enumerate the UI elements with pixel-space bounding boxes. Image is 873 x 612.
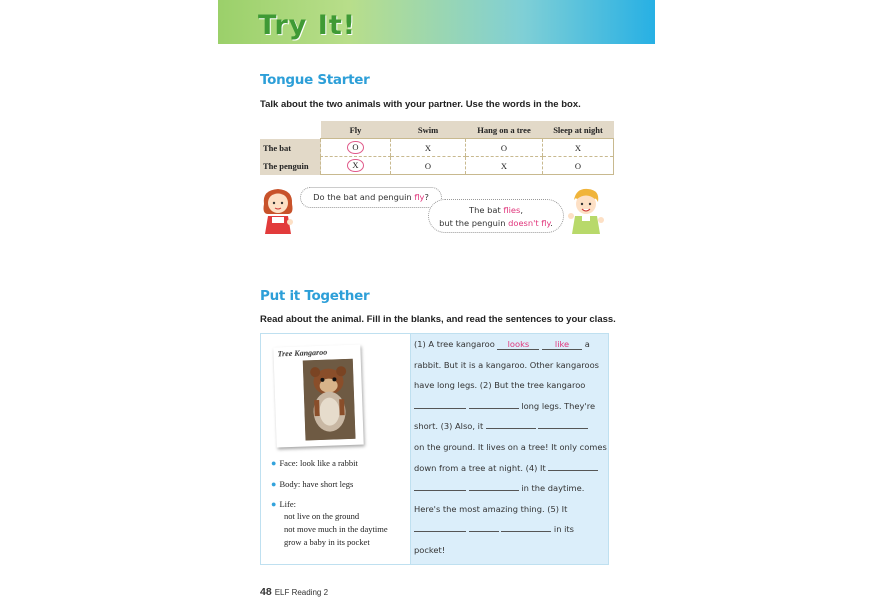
cell-penguin-fly: X	[321, 157, 391, 175]
blank[interactable]	[469, 521, 499, 532]
story-text	[414, 334, 605, 561]
story-line: Here's the most amazing thing. (5) It	[414, 503, 568, 514]
story-line: short. (3) Also, it	[414, 416, 605, 437]
col-header-sleep: Sleep at night	[543, 121, 614, 139]
bullet-icon: ●	[271, 499, 277, 509]
blank[interactable]	[414, 398, 466, 409]
story-line: long legs. They're	[414, 396, 605, 417]
photo-card	[273, 345, 363, 448]
question-bubble: Do the bat and penguin fly?	[300, 187, 442, 208]
cell-penguin-hang: X	[466, 157, 543, 175]
girl-illustration	[260, 184, 296, 236]
fact-life: ● Life:	[271, 499, 296, 509]
bullet-icon: ●	[271, 479, 277, 489]
blank-2-answer[interactable]: like	[542, 339, 582, 350]
page-footer	[260, 586, 328, 598]
textbook-page	[218, 0, 655, 612]
blank[interactable]	[486, 418, 536, 429]
cell-bat-sleep: X	[543, 139, 614, 157]
life-item: not move much in the daytime	[284, 524, 388, 534]
cell-bat-hang: O	[466, 139, 543, 157]
tree-kangaroo-photo	[303, 359, 356, 441]
tongue-starter-instruction: Talk about the two animals with your partner. Use the words in the box.	[260, 99, 581, 110]
row-header-penguin: The penguin	[260, 157, 321, 175]
table-row	[260, 157, 614, 175]
cell-penguin-swim: O	[391, 157, 466, 175]
blank[interactable]	[414, 480, 466, 491]
page-title: Try It!	[258, 10, 357, 41]
blank[interactable]	[548, 460, 598, 471]
col-header-swim: Swim	[391, 121, 466, 139]
story-line: down from a tree at night. (4) It	[414, 458, 605, 479]
story-line: have long legs. (2) But the tree kangaroo	[414, 380, 586, 391]
table-row	[260, 139, 614, 157]
blank[interactable]	[501, 521, 551, 532]
ability-table	[260, 121, 614, 175]
boy-illustration	[566, 186, 606, 236]
cell-bat-fly: O	[321, 139, 391, 157]
book-title: ELF Reading 2	[274, 588, 329, 597]
fact-face: ● Face: look like a rabbit	[271, 458, 358, 468]
tongue-starter-title: Tongue Starter	[260, 72, 370, 88]
life-item: not live on the ground	[284, 511, 360, 521]
page-number: 48	[260, 586, 272, 598]
story-line: rabbit. But it is a kangaroo. Other kangaroos	[414, 359, 599, 370]
blank[interactable]	[469, 480, 519, 491]
table-corner	[260, 121, 321, 139]
story-line: pocket!	[414, 544, 446, 555]
answer-line-1: The bat flies,	[469, 205, 523, 215]
fact-body: ● Body: have short legs	[271, 479, 354, 489]
col-header-fly: Fly	[321, 121, 391, 139]
row-header-bat: The bat	[260, 139, 321, 157]
bullet-icon: ●	[271, 458, 277, 468]
title-banner	[218, 0, 655, 44]
answer-line-2: but the penguin doesn't fly.	[439, 218, 553, 228]
answer-bubble	[428, 199, 564, 233]
blank[interactable]	[469, 398, 519, 409]
blank[interactable]	[538, 418, 588, 429]
cell-penguin-sleep: O	[543, 157, 614, 175]
story-line: (1) A tree kangaroo looks like a	[414, 339, 590, 349]
put-it-together-instruction: Read about the animal. Fill in the blanks, and read the sentences to your class.	[260, 314, 616, 325]
life-item: grow a baby in its pocket	[284, 537, 370, 547]
blank-1-answer[interactable]: looks	[497, 339, 539, 350]
photo-label: Tree Kangaroo	[277, 347, 328, 359]
put-it-together-title: Put it Together	[260, 288, 370, 304]
animal-info-panel	[260, 333, 412, 565]
blank[interactable]	[414, 521, 466, 532]
story-line: in the daytime.	[414, 478, 605, 499]
col-header-hang: Hang on a tree	[466, 121, 543, 139]
cell-bat-swim: X	[391, 139, 466, 157]
story-line: in its	[414, 519, 605, 540]
story-line: on the ground. It lives on a tree! It only comes	[414, 441, 607, 452]
